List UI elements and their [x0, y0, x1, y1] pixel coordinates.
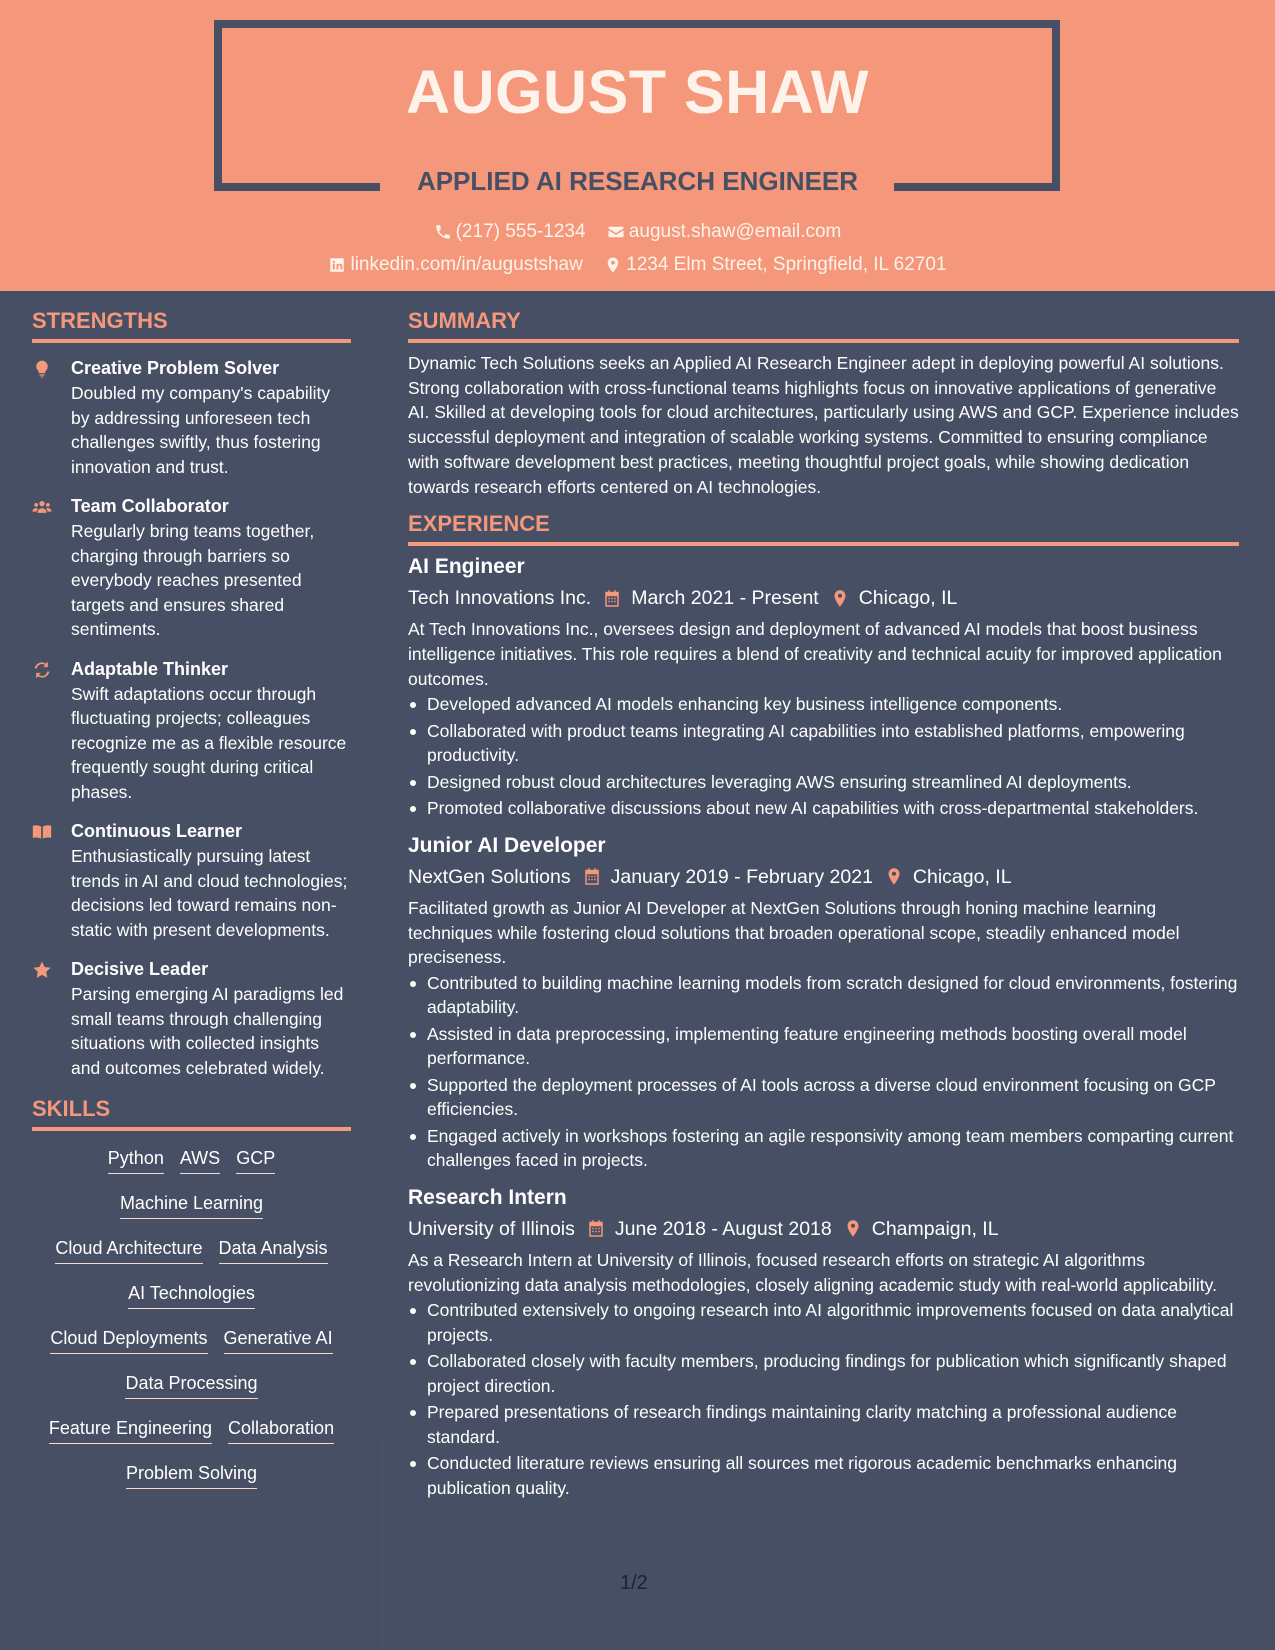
strengths-list	[32, 357, 351, 1080]
skill-row	[32, 1327, 351, 1372]
skill-tag: AWS	[180, 1147, 220, 1174]
users-icon	[32, 497, 52, 517]
strength-title: Creative Problem Solver	[71, 358, 280, 378]
email-text: august.shaw@email.com	[628, 221, 842, 242]
skill-tag: Collaboration	[228, 1417, 334, 1444]
job-bullet: Prepared presentations of research findings maintaining clarity matching a professional audience standard.	[408, 1400, 1239, 1449]
skill-row	[32, 1462, 351, 1507]
job-description: Facilitated growth as Junior AI Developer at NextGen Solutions through honing machine learning techniques while fostering cloud solutions that broaden operational scope, steadily enhanced model preciseness.	[408, 897, 1180, 968]
strength-title: Decisive Leader	[71, 959, 209, 979]
job-company: University of Illinois	[408, 1217, 575, 1240]
job-bullet: Supported the deployment processes of AI tools across a diverse cloud environment focusing on GCP efficiencies.	[408, 1073, 1239, 1122]
strength-description: Regularly bring teams together, charging through barriers so everybody reaches presented targets and ensures shared sentiments.	[71, 521, 315, 639]
strength-item	[32, 820, 351, 942]
left-column	[32, 308, 351, 1507]
job-dates: June 2018 - August 2018	[614, 1217, 832, 1240]
lightbulb-icon	[32, 359, 52, 379]
experience-heading: EXPERIENCE	[408, 511, 550, 537]
job-bullet: Collaborated with product teams integrating AI capabilities into established platforms, empowering productivity.	[408, 719, 1239, 768]
calendar-icon	[583, 867, 601, 886]
refresh-icon	[32, 660, 52, 680]
phone-icon	[434, 223, 452, 241]
job-title: APPLIED AI RESEARCH ENGINEER	[416, 166, 859, 196]
skills-list	[32, 1147, 351, 1507]
calendar-icon	[603, 589, 621, 608]
skill-tag: Machine Learning	[120, 1192, 263, 1219]
linkedin-text: linkedin.com/in/augustshaw	[350, 254, 583, 275]
job-location: Chicago, IL	[858, 587, 958, 610]
skill-tag: GCP	[236, 1147, 275, 1174]
summary-heading: SUMMARY	[408, 308, 521, 333]
job-meta	[408, 1216, 1239, 1242]
job-bullet: Contributed to building machine learning models from scratch designed for cloud environments, fostering adaptability.	[408, 971, 1239, 1020]
summary-text: Dynamic Tech Solutions seeks an Applied AI Research Engineer adept in deploying powerful AI solutions. Strong collaboration with cross-functional teams highlights focus on innovative applications of generative AI. Skilled at developing tools for cloud architectures, particularly using AWS and GCP. Experience includes successful deployment and integration of scalable working systems. Committed to ensuring compliance with software development best practices, meeting thoughtful project goals, while showing dedication towards research efforts centered on AI technologies.	[408, 353, 1239, 497]
skill-tag: Problem Solving	[126, 1462, 257, 1489]
job-bullets	[408, 1298, 1239, 1500]
job-bullets	[408, 692, 1239, 821]
candidate-name: AUGUST SHAW	[406, 58, 869, 126]
star-icon	[32, 960, 52, 980]
map-pin-icon	[831, 589, 849, 608]
job-role: Junior AI Developer	[408, 833, 606, 857]
section-divider	[408, 542, 1239, 546]
map-pin-icon	[885, 867, 903, 886]
job-bullet: Contributed extensively to ongoing research into AI algorithmic improvements focused on data analytical projects.	[408, 1298, 1239, 1347]
linkedin-icon	[328, 256, 346, 274]
job-dates: March 2021 - Present	[631, 587, 819, 610]
job-bullet: Assisted in data preprocessing, implementing feature engineering methods boosting overall model performance.	[408, 1022, 1239, 1071]
strength-description: Doubled my company's capability by addressing unforeseen tech challenges swiftly, thus fostering innovation and trust.	[71, 383, 331, 477]
skill-tag: Generative AI	[224, 1327, 333, 1354]
skill-tag: Feature Engineering	[49, 1417, 212, 1444]
address-contact	[604, 255, 946, 274]
section-divider	[32, 1127, 351, 1131]
skill-row	[32, 1147, 351, 1192]
map-pin-icon	[604, 256, 622, 274]
job-bullets	[408, 971, 1239, 1173]
skill-tag: Data Processing	[125, 1372, 257, 1399]
skill-tag: AI Technologies	[128, 1282, 255, 1309]
job-bullet: Developed advanced AI models enhancing key business intelligence components.	[408, 692, 1239, 717]
strength-title: Team Collaborator	[71, 496, 229, 516]
skill-row	[32, 1282, 351, 1327]
section-divider	[408, 339, 1239, 343]
skill-row	[32, 1237, 351, 1282]
phone-text: (217) 555-1234	[455, 221, 586, 242]
job-bullet: Promoted collaborative discussions about new AI capabilities with cross-departmental stakeholders.	[408, 796, 1239, 821]
calendar-icon	[587, 1219, 605, 1238]
strength-description: Parsing emerging AI paradigms led small teams through challenging situations with collected insights and outcomes celebrated widely.	[71, 984, 344, 1078]
skill-row	[32, 1192, 351, 1237]
job-bullet: Conducted literature reviews ensuring all sources met rigorous academic benchmarks enhancing publication quality.	[408, 1451, 1239, 1500]
job-location: Champaign, IL	[871, 1217, 999, 1240]
strengths-heading: STRENGTHS	[32, 308, 168, 333]
job-dates: January 2019 - February 2021	[610, 865, 873, 888]
book-icon	[32, 822, 52, 842]
linkedin-contact[interactable]	[328, 255, 582, 274]
page-indicator: 1/2	[620, 1572, 648, 1594]
section-divider	[32, 339, 351, 343]
job-entry	[408, 554, 1239, 821]
phone-contact[interactable]	[434, 222, 586, 241]
job-company: Tech Innovations Inc.	[408, 587, 592, 610]
skill-row	[32, 1372, 351, 1417]
column-divider	[382, 1440, 383, 1650]
job-company: NextGen Solutions	[408, 865, 571, 888]
job-bullet: Collaborated closely with faculty members, producing findings for publication which significantly shaped project direction.	[408, 1349, 1239, 1398]
resume-header	[0, 0, 1275, 291]
skill-tag: Python	[108, 1147, 164, 1174]
strength-item	[32, 357, 351, 479]
skill-tag: Data Analysis	[219, 1237, 328, 1264]
job-entry	[408, 1185, 1239, 1500]
skills-heading: SKILLS	[32, 1096, 111, 1121]
contact-row	[0, 255, 1275, 278]
job-role: AI Engineer	[408, 555, 525, 579]
address-text: 1234 Elm Street, Springfield, IL 62701	[626, 254, 947, 275]
skill-row	[32, 1417, 351, 1462]
strength-item	[32, 658, 351, 805]
map-pin-icon	[844, 1219, 862, 1238]
job-meta	[408, 585, 1239, 611]
strength-description: Enthusiastically pursuing latest trends in AI and cloud technologies; decisions led toward remains non-static with present developments.	[71, 846, 348, 940]
job-description: As a Research Intern at University of Illinois, focused research efforts on strategic AI algorithms revolutionizing data analysis methodologies, closely aligning academic study with real-world applicability.	[408, 1249, 1217, 1295]
strength-title: Adaptable Thinker	[71, 658, 229, 679]
job-bullet: Engaged actively in workshops fostering an agile responsivity among team members comparting current challenges faced in projects.	[408, 1124, 1239, 1173]
strength-description: Swift adaptations occur through fluctuating projects; colleagues recognize me as a flexible resource frequently sought during critical phases.	[71, 683, 347, 802]
job-location: Chicago, IL	[912, 865, 1012, 888]
job-description: At Tech Innovations Inc., oversees design and deployment of advanced AI models that boost business intelligence initiatives. This role requires a blend of creativity and technical acuity for improved application outcomes.	[408, 619, 1222, 689]
job-role: Research Intern	[408, 1185, 567, 1209]
job-bullet: Designed robust cloud architectures leveraging AWS ensuring streamlined AI deployments.	[408, 770, 1239, 795]
job-entry	[408, 833, 1239, 1173]
strength-title: Continuous Learner	[71, 821, 243, 841]
strength-item	[32, 495, 351, 642]
contact-row	[0, 222, 1275, 245]
job-meta	[408, 864, 1239, 890]
envelope-icon	[607, 223, 625, 241]
skill-tag: Cloud Deployments	[50, 1327, 207, 1354]
right-column	[408, 308, 1239, 1502]
skill-tag: Cloud Architecture	[55, 1237, 202, 1264]
strength-item	[32, 958, 351, 1080]
email-contact[interactable]	[607, 222, 842, 241]
